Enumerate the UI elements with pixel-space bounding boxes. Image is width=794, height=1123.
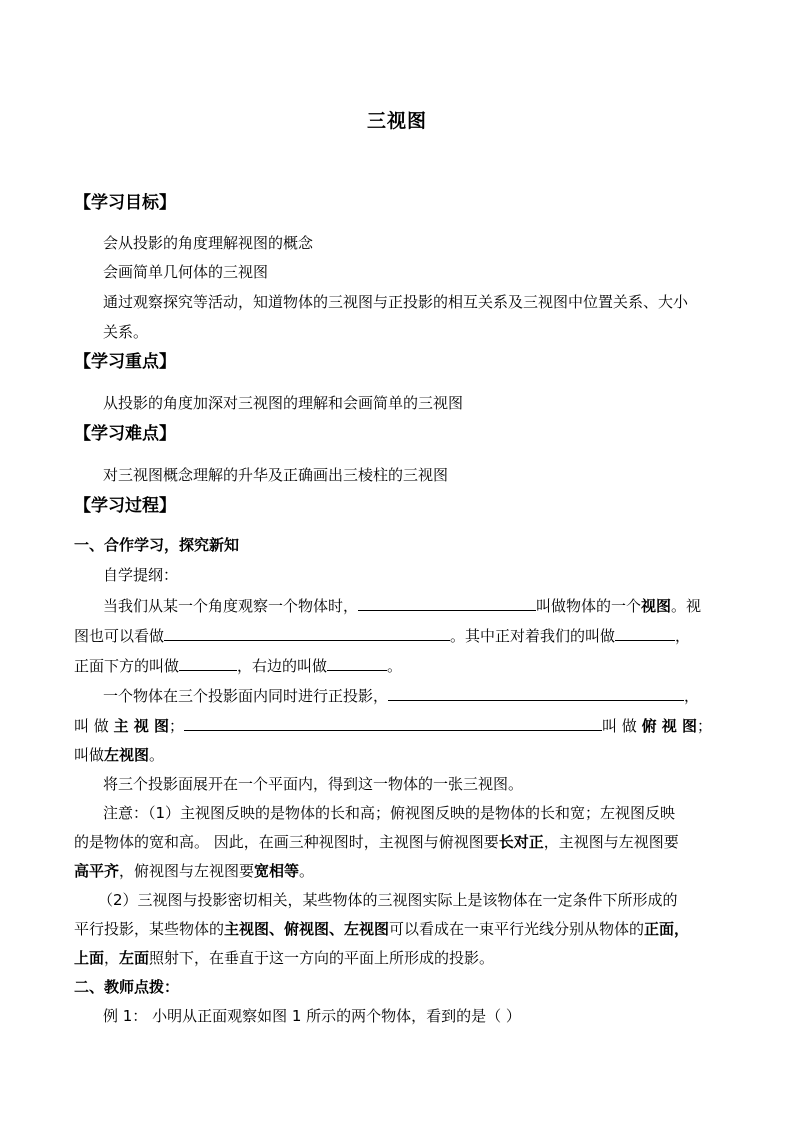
paragraph-1 xyxy=(103,595,701,616)
note-2-line-2 xyxy=(74,919,689,939)
bold-term: 正面， xyxy=(644,920,690,938)
text-run: 。 xyxy=(299,862,315,880)
section-heading-difficulty: 【学习难点】 xyxy=(74,424,176,444)
fill-blank[interactable] xyxy=(164,625,450,641)
text-run: 图也可以看做 xyxy=(74,627,165,645)
fill-blank[interactable] xyxy=(388,685,684,701)
goal-item-2: 会画简单几何体的三视图 xyxy=(103,263,269,281)
fill-blank[interactable] xyxy=(179,655,237,671)
text-run: 。视 xyxy=(671,597,702,615)
text-run: 可以看成在一束平行光线分别从物体的 xyxy=(389,920,645,938)
paragraph-5 xyxy=(74,715,712,736)
page-title: 三视图 xyxy=(366,110,427,132)
text-run: 。其中正对着我们的叫做 xyxy=(450,627,616,645)
goal-item-3: 通过观察探究等活动，知道物体的三视图与正投影的相互关系及三视图中位置关系、大小 xyxy=(103,293,689,311)
fill-blank[interactable] xyxy=(184,715,602,731)
text-run: 照射下，在垂直于这一方向的平面上所形成的投影。 xyxy=(149,949,495,967)
text-run: ，右边的叫做 xyxy=(237,657,328,675)
example-1: 例 1： 小明从正面观察如图 1 所示的两个物体，看到的是（ ） xyxy=(103,1007,521,1025)
paragraph-7: 将三个投影面展开在一个平面内，得到这一物体的一张三视图。 xyxy=(103,775,524,793)
text-run: 叫 做 xyxy=(74,717,114,735)
key-text: 从投影的角度加深对三视图的理解和会画简单的三视图 xyxy=(103,394,464,412)
paragraph-3 xyxy=(74,655,402,676)
outline-label: 自学提纲： xyxy=(103,566,179,584)
note-1-line-2 xyxy=(74,832,679,852)
fill-blank[interactable] xyxy=(358,595,536,611)
text-run: 平行投影，某些物体的 xyxy=(74,920,225,938)
part1-heading: 一、合作学习，探究新知 xyxy=(74,536,240,554)
text-run: ， xyxy=(104,949,120,967)
bold-term: 高平齐 xyxy=(74,862,120,880)
section-heading-goals: 【学习目标】 xyxy=(74,193,176,213)
text-run: 。 xyxy=(149,746,165,764)
text-run: ； xyxy=(697,717,713,735)
bold-term: 左面 xyxy=(119,949,150,967)
bold-term: 上面 xyxy=(74,949,105,967)
section-heading-process: 【学习过程】 xyxy=(74,496,176,516)
text-run: 叫做物体的一个 xyxy=(536,597,642,615)
part2-heading: 二、教师点拨： xyxy=(74,978,180,996)
goal-item-1: 会从投影的角度理解视图的概念 xyxy=(103,234,314,252)
bold-term: 主视图、俯视图、左视图 xyxy=(224,920,390,938)
paragraph-2 xyxy=(74,625,690,646)
bold-term: 长对正 xyxy=(498,833,544,851)
goal-item-3-cont: 关系。 xyxy=(103,323,149,341)
bold-term: 宽相等 xyxy=(254,862,300,880)
paragraph-6 xyxy=(74,745,164,765)
section-heading-key: 【学习重点】 xyxy=(74,352,176,372)
text-run: 一个物体在三个投影面内同时进行正投影， xyxy=(103,687,389,705)
text-run: ， xyxy=(675,627,691,645)
bold-term: 视图 xyxy=(641,597,672,615)
text-run: 当我们从某一个角度观察一个物体时， xyxy=(103,597,359,615)
text-run: 的是物体的宽和高。 因此，在画三种视图时，主视图与俯视图要 xyxy=(74,833,499,851)
bold-term: 俯 视 图 xyxy=(641,717,698,735)
text-run: 正面下方的叫做 xyxy=(74,657,180,675)
note-1-line-1: 注意：（1）主视图反映的是物体的长和高；俯视图反映的是物体的长和宽；左视图反映 xyxy=(103,804,676,822)
paragraph-4 xyxy=(103,685,699,706)
text-run: 叫 做 xyxy=(602,717,642,735)
text-run: ， xyxy=(684,687,700,705)
bold-term: 左视图 xyxy=(104,746,150,764)
note-1-line-3 xyxy=(74,861,314,881)
text-run: 。 xyxy=(387,657,403,675)
text-run: ，主视图与左视图要 xyxy=(543,833,679,851)
difficulty-text: 对三视图概念理解的升华及正确画出三棱柱的三视图 xyxy=(103,466,449,484)
fill-blank[interactable] xyxy=(615,625,675,641)
note-2-line-3 xyxy=(74,948,494,968)
text-run: ； xyxy=(169,717,185,735)
bold-term: 主 视 图 xyxy=(113,717,169,735)
text-run: 叫做 xyxy=(74,746,105,764)
note-2-line-1: （2）三视图与投影密切相关，某些物体的三视图实际上是该物体在一定条件下所形成的 xyxy=(98,891,678,909)
fill-blank[interactable] xyxy=(327,655,387,671)
text-run: ，俯视图与左视图要 xyxy=(119,862,255,880)
